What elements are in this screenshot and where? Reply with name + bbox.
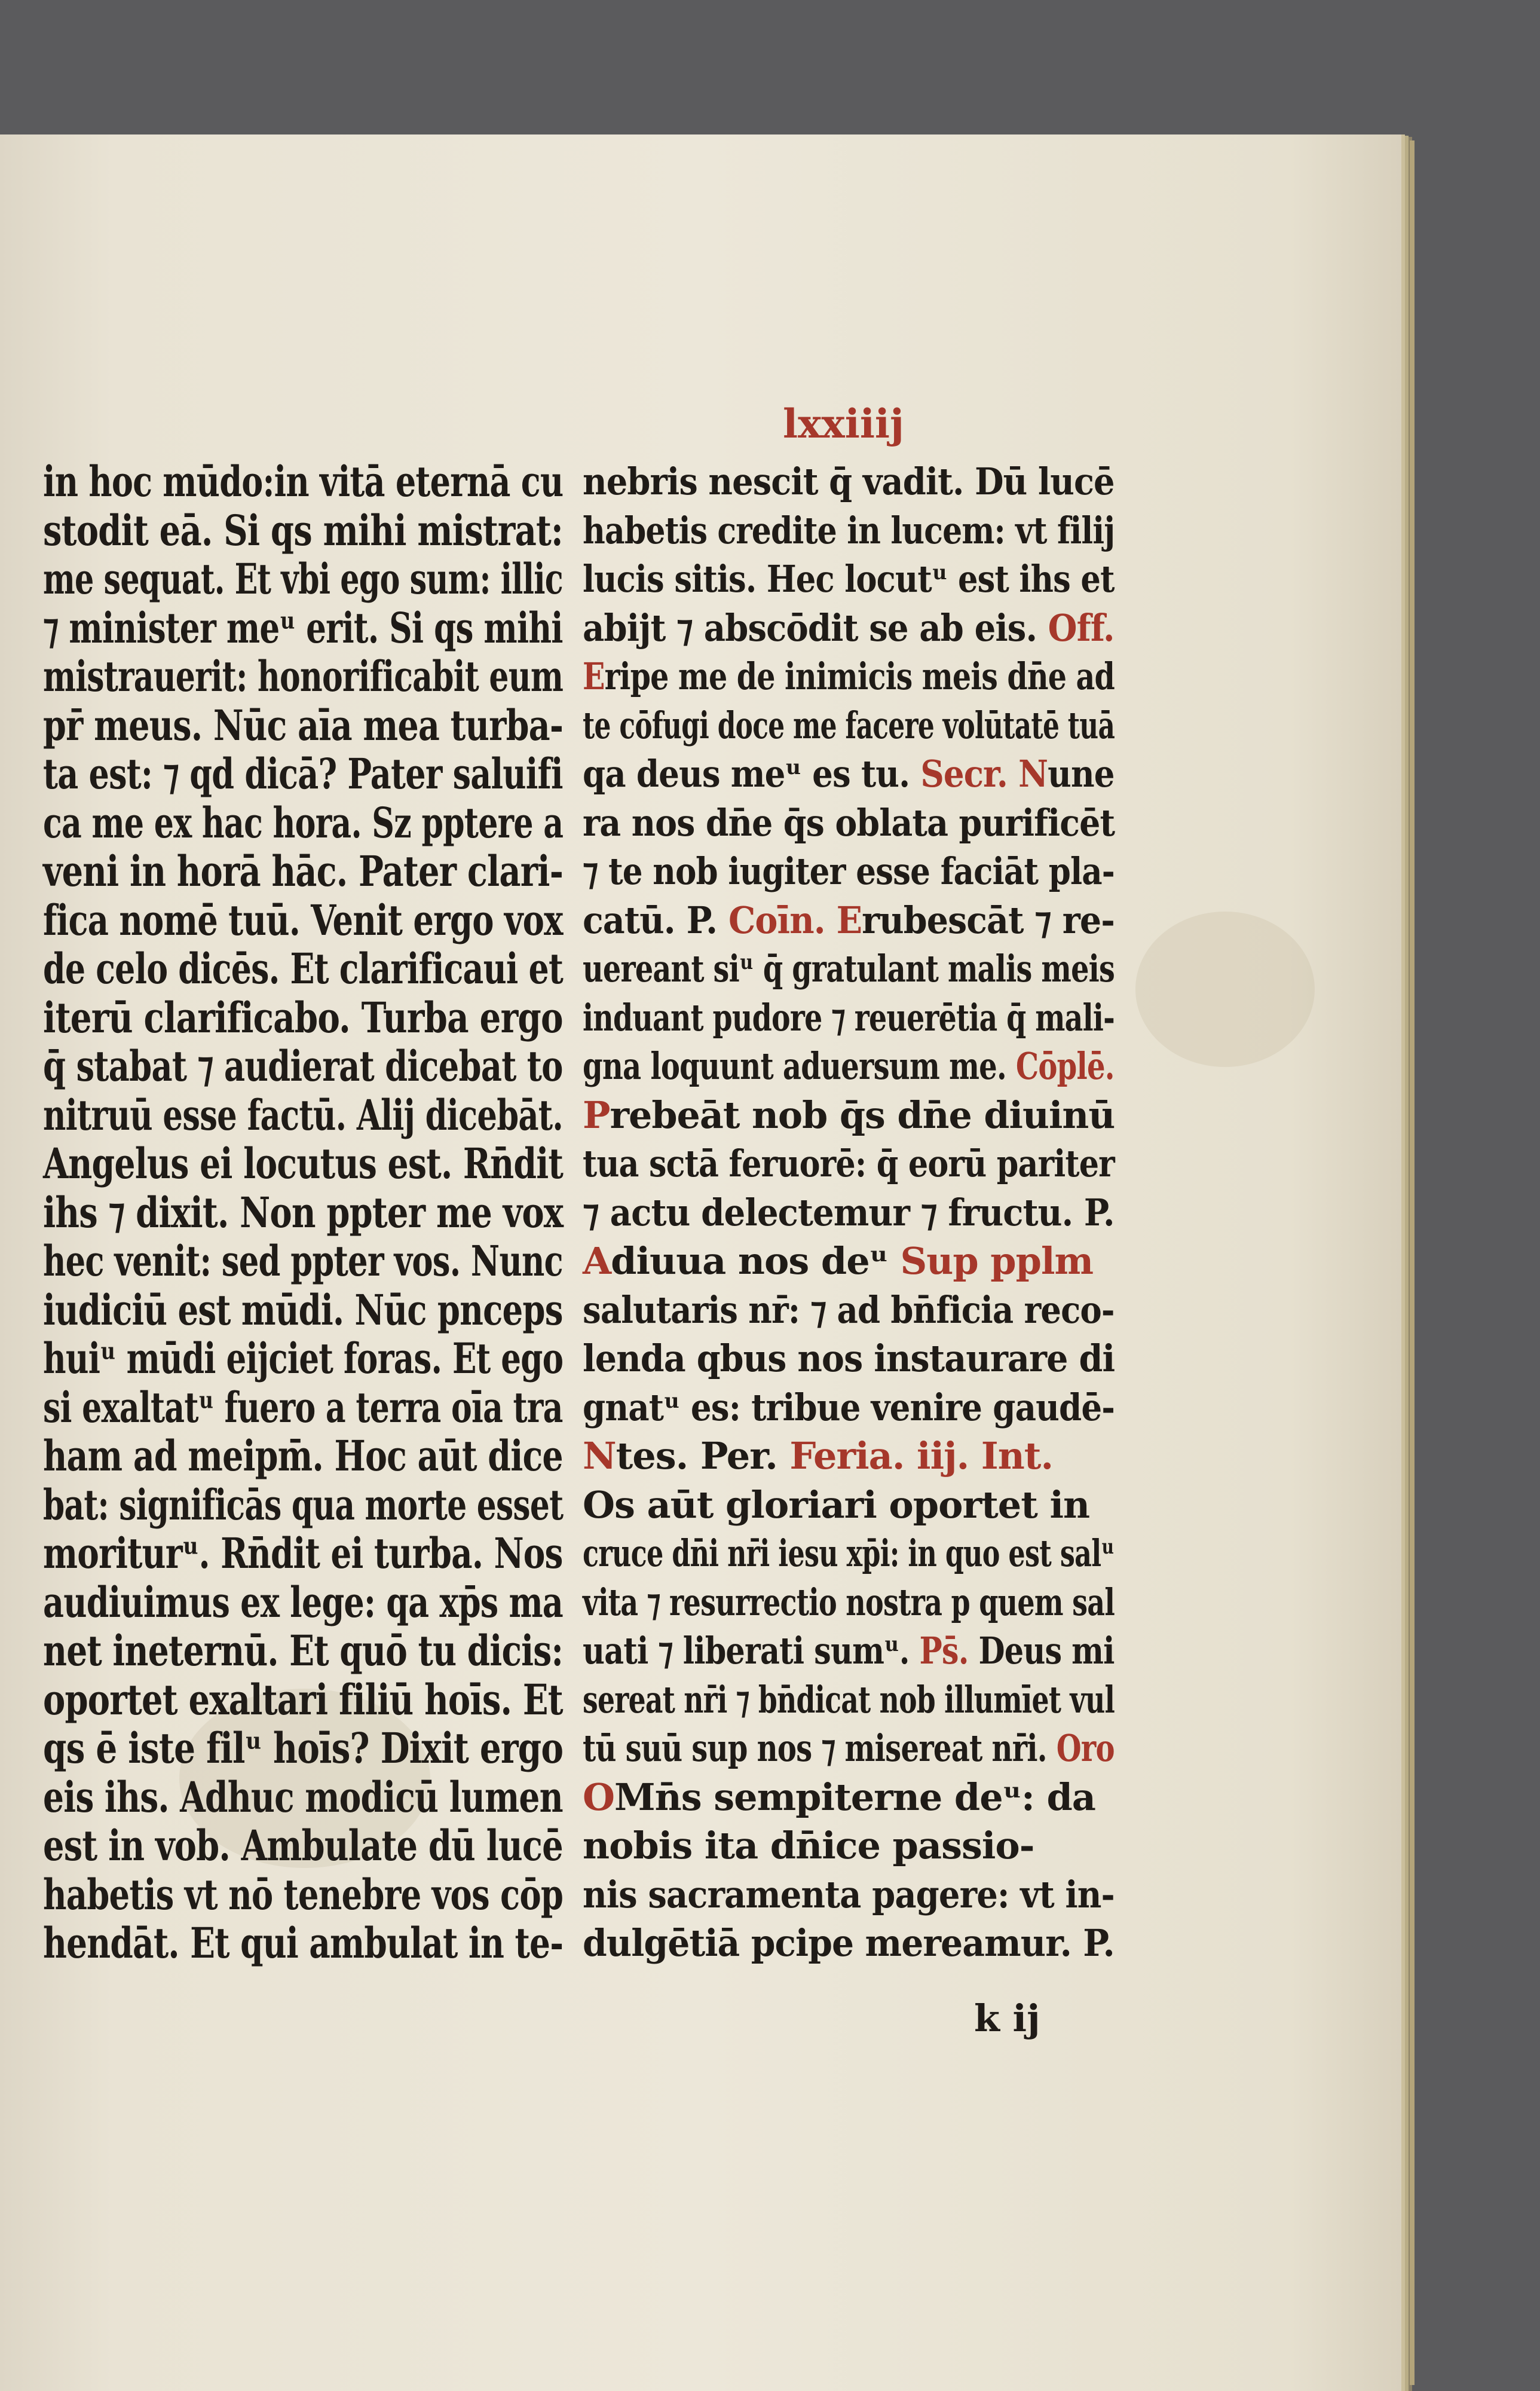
- text-line: [583, 993, 1115, 1042]
- rubric-text: Feria. iij. Int.: [789, 1434, 1054, 1478]
- text-segment: abijt ⁊ abscōdit se ab eis.: [583, 606, 1048, 650]
- text-line: huiᵘ mūdi eijciet foras. Et ego: [43, 1334, 564, 1383]
- text-segment: lenda qbus nos instaurare di: [583, 1337, 1115, 1380]
- signature-mark: k ij: [974, 1996, 1040, 2040]
- text-line: [583, 1529, 1115, 1578]
- rubric-text: A: [583, 1239, 611, 1283]
- rubric-text: Sup pplm: [900, 1239, 1094, 1283]
- text-line: [583, 457, 1115, 506]
- text-line: est in vob. Ambulate dū lucē: [43, 1821, 563, 1870]
- text-segment: nebris nescit q̄ vadit. Dū lucē: [583, 460, 1115, 503]
- text-segment: uereant siᵘ q̄ gratulant malis meis: [583, 947, 1115, 990]
- rubric-text: E: [583, 655, 605, 698]
- rubric-text: Cōplē.: [1015, 1044, 1115, 1088]
- rubric-text: Coīn. E: [728, 898, 862, 942]
- rubric-text: Oro: [1056, 1726, 1115, 1770]
- text-segment: gnatᵘ es: tribue venire gaudē-: [583, 1385, 1115, 1429]
- text-line: [583, 701, 1115, 750]
- text-line: [583, 1237, 1115, 1286]
- text-line: eis ihs. Adhuc modicū lumen: [43, 1772, 563, 1822]
- rubric-text: O: [583, 1775, 615, 1819]
- text-line: de celo dicēs. Et clarificaui et: [43, 944, 564, 993]
- text-segment: cruce dn̄i nr̄i iesu xp̄i: in quo est salᵘ: [583, 1531, 1115, 1575]
- text-line: [583, 896, 1115, 945]
- text-line: net ineternū. Et quō tu dicis:: [43, 1626, 563, 1675]
- text-line: [583, 652, 1115, 701]
- text-line: [583, 1724, 1115, 1773]
- rubric-text: P: [583, 1093, 610, 1137]
- text-line: [583, 944, 1115, 993]
- text-segment: ra nos dn̄e q̄s oblata purificēt: [583, 800, 1115, 845]
- text-line: [583, 1870, 1115, 1919]
- text-line: [583, 1919, 1115, 1968]
- text-line: [583, 1091, 1113, 1140]
- text-segment: ⁊ actu delectemur ⁊ fructu. P.: [583, 1190, 1115, 1234]
- text-line: iterū clarificabo. Turba ergo: [43, 992, 563, 1042]
- text-line: veni in horā hāc. Pater clari-: [43, 846, 564, 896]
- text-segment: salutaris nr̄: ⁊ ad bn̄ficia reco-: [583, 1288, 1115, 1332]
- text-line: [583, 1334, 1115, 1383]
- folio-number: lxxiiij: [783, 400, 904, 447]
- text-line: [583, 1139, 1115, 1188]
- text-line: [583, 1286, 1115, 1335]
- text-line: hec venit: sed ppter vos. Nunc: [43, 1236, 563, 1286]
- text-segment: ⁊ te nob iugiter esse faciāt pla-: [583, 849, 1115, 893]
- text-line: hendāt. Et qui ambulat in te-: [43, 1918, 564, 1968]
- text-segment: diuua nos deᵘ: [611, 1239, 901, 1283]
- text-line: [583, 1383, 1115, 1432]
- text-line: qs ē iste filᵘ hoīs? Dixit ergo: [43, 1723, 564, 1773]
- text-segment: Mn̄s sempiterne deᵘ: da: [614, 1775, 1095, 1819]
- text-segment: lucis sitis. Hec locutᵘ est ihs et: [583, 557, 1115, 601]
- text-segment: tū suū sup nos ⁊ misereat nr̄i.: [583, 1726, 1057, 1770]
- text-segment: gna loquunt aduersum me.: [583, 1044, 1016, 1088]
- text-segment: nobis ita dn̄ice passio-: [583, 1824, 1034, 1867]
- text-line: fica nomē tuū. Venit ergo vox: [43, 895, 563, 945]
- text-line: ca me ex hac hora. Sz pptere a: [43, 797, 564, 848]
- text-segment: une: [1048, 752, 1115, 796]
- text-line: Angelus ei locutus est. Rn̄dit: [43, 1139, 564, 1188]
- text-segment: ripe me de inimicis meis dn̄e ad: [604, 655, 1115, 698]
- text-line: iudiciū est mūdi. Nūc pnceps: [43, 1285, 563, 1335]
- text-line: [583, 1773, 1115, 1822]
- text-line: habetis vt nō tenebre vos cōp: [43, 1869, 564, 1919]
- text-line: [583, 555, 1115, 604]
- text-line: si exaltatᵘ fuero a terra oīa tra: [43, 1382, 563, 1432]
- text-line: q̄ stabat ⁊ audierat dicebat to: [43, 1041, 563, 1091]
- text-segment: habetis credite in lucem: vt filij: [583, 508, 1115, 552]
- rubric-text: Off.: [1048, 606, 1115, 650]
- text-line: [583, 799, 1115, 848]
- text-line: oportet exaltari filiū hoīs. Et: [43, 1674, 563, 1725]
- rubric-text: N: [583, 1434, 616, 1478]
- text-segment: Deus mi: [968, 1629, 1115, 1673]
- text-line: bat: significās qua morte esset: [43, 1479, 564, 1530]
- text-segment: uati ⁊ liberati sumᵘ.: [583, 1629, 920, 1673]
- book-page: [0, 134, 1401, 2391]
- text-line: [583, 1432, 1115, 1481]
- text-line: [583, 1188, 1115, 1237]
- paper-stain: [1135, 912, 1315, 1067]
- text-segment: te cōfugi doce me facere volūtatē tuā: [583, 703, 1115, 747]
- text-line: in hoc mūdo:in vitā eternā cu: [43, 457, 564, 506]
- text-line: [583, 1481, 1115, 1530]
- text-line: [583, 1821, 1115, 1870]
- text-line: [583, 750, 1115, 799]
- text-line: ⁊ minister meᵘ erit. Si qs mihi: [43, 603, 563, 653]
- rubric-text: Ps̄.: [919, 1629, 969, 1673]
- text-line: [583, 1675, 1115, 1725]
- text-line: me sequat. Et vbi ego sum: illic: [43, 554, 563, 604]
- text-line: stodit eā. Si qs mihi mistrat:: [43, 505, 563, 555]
- text-line: [583, 847, 1115, 896]
- text-segment: nis sacramenta pagere: vt in-: [583, 1872, 1115, 1916]
- text-segment: tes. Per.: [616, 1434, 790, 1478]
- rubric-text: Secr. N: [920, 752, 1048, 796]
- text-line: ta est: ⁊ qd dicā? Pater saluifi: [43, 749, 563, 799]
- text-line: [583, 1042, 1115, 1091]
- text-segment: catū. P.: [583, 898, 728, 942]
- text-segment: vita ⁊ resurrectio nostra p quem sal: [583, 1580, 1115, 1624]
- text-line: ihs ⁊ dixit. Non ppter me vox: [43, 1187, 564, 1237]
- text-segment: rubescāt ⁊ re-: [862, 898, 1115, 942]
- text-segment: Os aūt gloriari oportet in: [583, 1482, 1090, 1527]
- text-line: moriturᵘ. Rn̄dit ei turba. Nos: [43, 1528, 563, 1578]
- text-line: audiuimus ex lege: qa xp̄s ma: [43, 1577, 564, 1627]
- text-segment: sereat nr̄i ⁊ bn̄dicat nob illumīet vul: [583, 1677, 1115, 1722]
- text-segment: induant pudore ⁊ reuerētia q̄ mali-: [583, 995, 1115, 1039]
- left-text-column: [43, 457, 563, 1968]
- text-line: pr̄ meus. Nūc aīa mea turba-: [43, 700, 564, 750]
- text-line: [583, 604, 1115, 653]
- right-text-column: [583, 457, 1115, 1968]
- text-line: ham ad meipm̄. Hoc aūt dice: [43, 1431, 563, 1481]
- text-line: [583, 506, 1115, 555]
- text-line: mistrauerit: honorificabit eum: [43, 652, 564, 701]
- text-line: nitruū esse factū. Alij dicebāt.: [43, 1090, 564, 1140]
- text-segment: tua sctā feruorē: q̄ eorū pariter: [583, 1142, 1115, 1185]
- text-line: [583, 1578, 1115, 1627]
- text-line: [583, 1626, 1115, 1675]
- text-segment: rebeāt nob q̄s dn̄e diuinū: [610, 1093, 1115, 1137]
- text-segment: qa deus meᵘ es tu.: [583, 752, 921, 796]
- text-segment: dulgētiā pcipe mereamur. P.: [583, 1921, 1115, 1965]
